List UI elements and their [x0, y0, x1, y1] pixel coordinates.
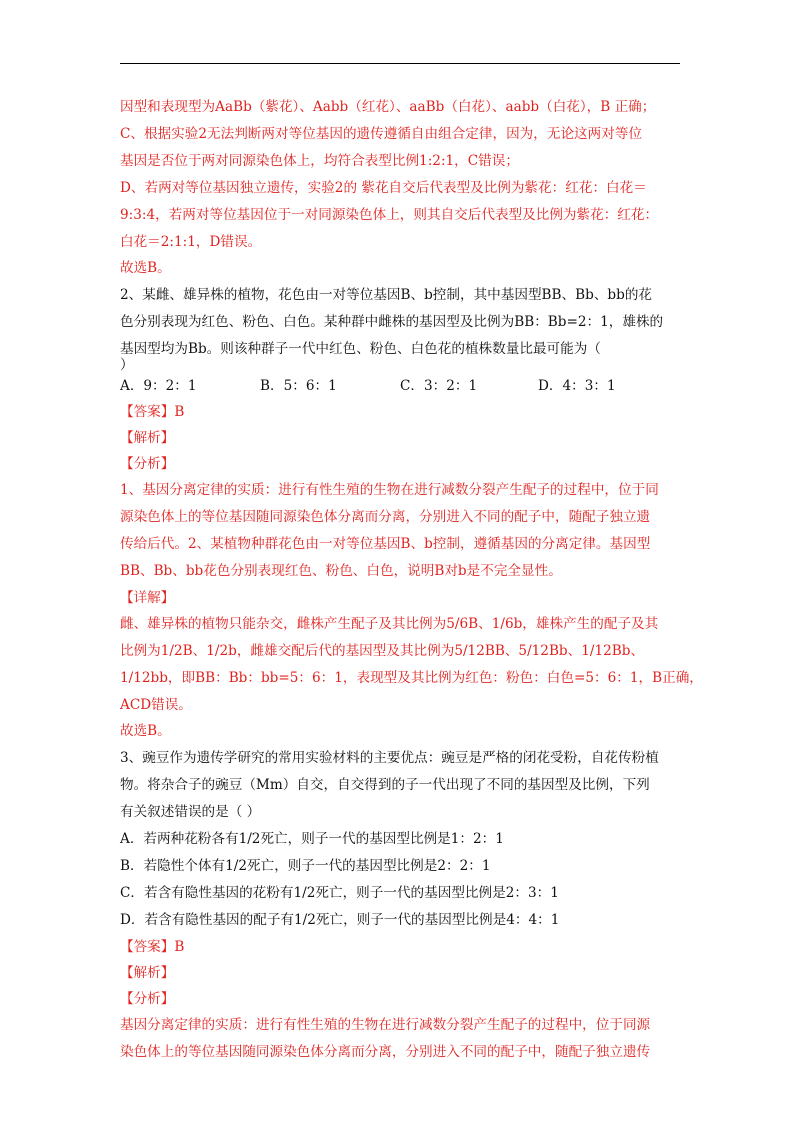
detail-line: 1/12bb，即BB：Bb：bb=5：6：1，表现型及其比例为红色：粉色：白色=5：6：1，B正确，	[120, 670, 703, 686]
fenxi-line: BB、Bb、bb花色分别表现红色、粉色、白色，说明B对b是不完全显性。	[120, 563, 562, 579]
option-a: A．若两种花粉各有1/2死亡，则子一代的基因型比例是1：2：1	[120, 831, 504, 847]
answer-tag: 【答案】B	[120, 404, 185, 420]
option-c: C．若含有隐性基因的花粉有1/2死亡，则子一代的基因型比例是2：3：1	[120, 885, 559, 901]
analysis-line: 9:3:4，若两对等位基因位于一对同源染色体上，则其自交后代表型及比例为紫花：红花：	[120, 207, 659, 223]
detail-line: ACD错误。	[120, 697, 192, 713]
fenxi-line: 源染色体上的等位基因随同源染色体分离而分离，分别进入不同的配子中，随配子独立遗	[120, 509, 651, 525]
analysis-line: C、根据实验2无法判断两对等位基因的遗传遵循自由组合定律，因为，无论这两对等位	[120, 126, 643, 142]
question-2-stem: 基因型均为Bb。则该种群子一代中红色、粉色、白色花的植株数量比最可能为（	[120, 341, 601, 357]
question-2-stem: 2、某雌、雄异株的植物，花色由一对等位基因B、b控制，其中基因型BB、Bb、bb的花	[120, 287, 653, 303]
detail-line: 比例为1/2B、1/2b，雌雄交配后代的基因型及其比例为5/12BB、5/12Bb、1/12Bb、	[120, 643, 645, 659]
fenxi-line: 1、基因分离定律的实质：进行有性生殖的生物在进行减数分裂产生配子的过程中，位于同	[120, 482, 659, 498]
question-3-stem: 有关叙述错误的是（ ）	[120, 804, 261, 820]
analysis-line: 基因是否位于两对同源染色体上，均符合表型比例1:2:1，C错误；	[120, 153, 519, 169]
question-2-stem: 色分别表现为红色、粉色、白色。某种群中雌株的基因型及比例为BB：Bb=2：1，雄株的	[120, 314, 664, 330]
detail-tag: 【详解】	[120, 590, 175, 606]
fenxi-line: 染色体上的等位基因随同源染色体分离而分离，分别进入不同的配子中，随配子独立遗传	[120, 1044, 651, 1060]
fenxi-tag: 【分析】	[120, 456, 175, 472]
header-rule	[120, 63, 680, 64]
select-line: 故选B。	[120, 260, 171, 276]
option-d: D．若含有隐性基因的配子有1/2死亡，则子一代的基因型比例是4：4：1	[120, 912, 560, 928]
fenxi-line: 传给后代。2、某植物种群花色由一对等位基因B、b控制，遵循基因的分离定律。基因型	[120, 536, 651, 552]
analysis-line: 白花＝2:1:1，D错误。	[120, 234, 262, 250]
analysis-tag: 【解析】	[120, 430, 175, 446]
option-c: C．3：2：1	[400, 378, 478, 394]
option-b: B．若隐性个体有1/2死亡，则子一代的基因型比例是2：2：1	[120, 858, 491, 874]
option-b: B．5：6：1	[260, 378, 337, 394]
fenxi-tag: 【分析】	[120, 991, 175, 1007]
option-d: D．4：3：1	[538, 378, 616, 394]
analysis-tag: 【解析】	[120, 965, 175, 981]
question-2-options	[120, 378, 680, 394]
question-2-stem: ）	[120, 357, 134, 373]
answer-tag: 【答案】B	[120, 939, 185, 955]
analysis-line: 因型和表现型为AaBb（紫花）、Aabb（红花）、aaBb（白花）、aabb（白花），B 正确；	[120, 99, 656, 115]
detail-line: 雌、雄异株的植物只能杂交，雌株产生配子及其比例为5/6B、1/6b，雄株产生的配子及其	[120, 616, 659, 632]
question-3-stem: 3、豌豆作为遗传学研究的常用实验材料的主要优点：豌豆是严格的闭花受粉，自花传粉植	[120, 750, 659, 766]
option-a: A．9：2：1	[120, 378, 197, 394]
fenxi-line: 基因分离定律的实质：进行有性生殖的生物在进行减数分裂产生配子的过程中，位于同源	[120, 1017, 651, 1033]
analysis-line: D、若两对等位基因独立遗传，实验2的 紫花自交后代表型及比例为紫花：红花：白花＝	[120, 180, 647, 196]
question-3-stem: 物。将杂合子的豌豆（Mm）自交，自交得到的子一代出现了不同的基因型及比例，下列	[120, 777, 650, 793]
select-line: 故选B。	[120, 723, 171, 739]
